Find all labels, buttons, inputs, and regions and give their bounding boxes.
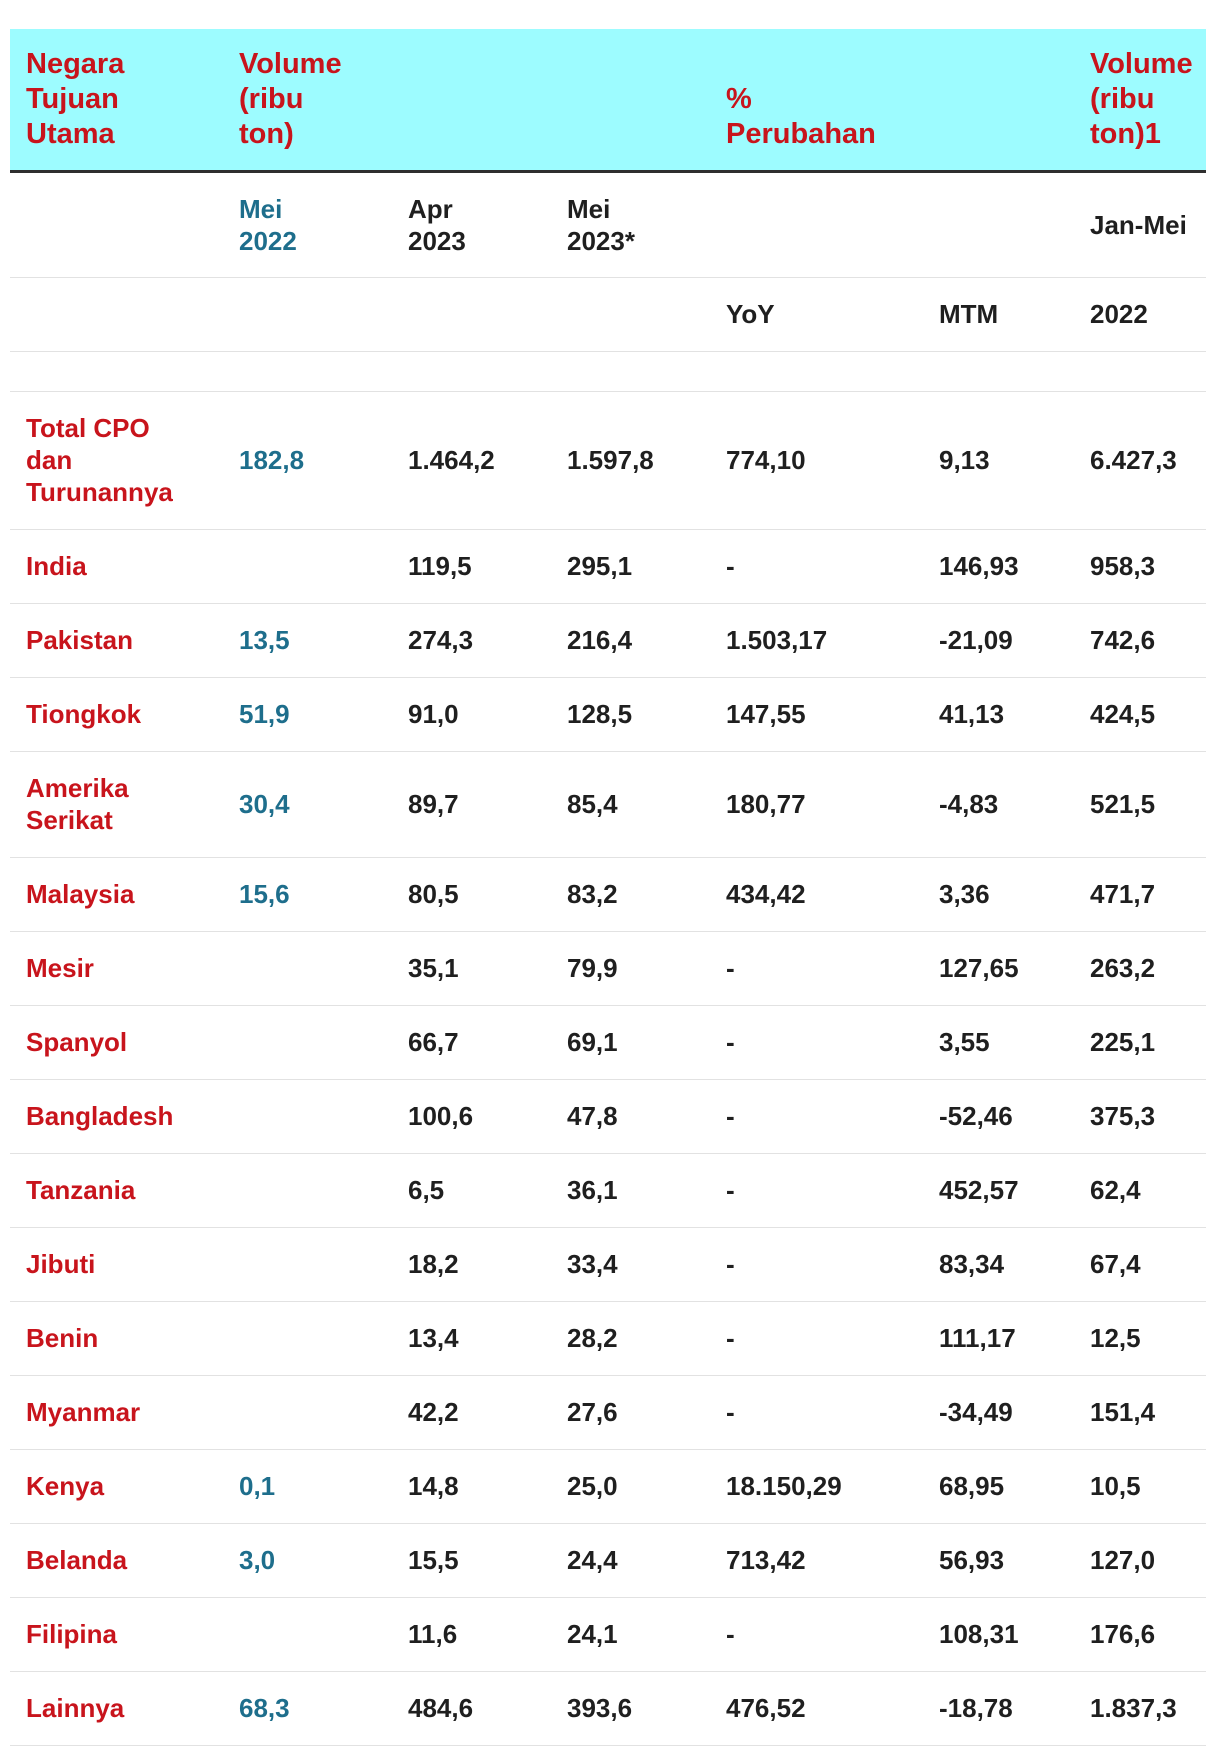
cell-mtm-change: -4,83 bbox=[939, 789, 999, 819]
cell-mei-2023: 28,2 bbox=[567, 1323, 618, 1353]
cell-mtm-change: 127,65 bbox=[939, 953, 1019, 983]
cell-mei-2023: 1.597,8 bbox=[567, 445, 654, 475]
cell-mei-2023: 47,8 bbox=[567, 1101, 618, 1131]
country-name-line: India bbox=[26, 551, 87, 581]
cell-mei-2022: 3,0 bbox=[239, 1545, 276, 1575]
spacer-row bbox=[10, 351, 1206, 391]
cell-yoy-change: 180,77 bbox=[726, 789, 806, 819]
header-volume-line: (ribu bbox=[239, 82, 304, 115]
cell-yoy-change: - bbox=[726, 1397, 735, 1427]
cell-country bbox=[10, 931, 223, 1005]
country-name-line: Tiongkok bbox=[26, 699, 142, 729]
cell-mei-2022 bbox=[223, 1227, 392, 1301]
cell-country bbox=[10, 1597, 223, 1671]
cell-apr-2023: 89,7 bbox=[408, 789, 459, 819]
cell-mei-2022: 0,1 bbox=[239, 1471, 276, 1501]
country-name-line: Belanda bbox=[26, 1545, 128, 1575]
cell-yoy-change: - bbox=[726, 1175, 735, 1205]
header-country-line: Negara bbox=[26, 47, 125, 80]
cell-apr-2023: 13,4 bbox=[408, 1323, 459, 1353]
header-change-line: Perubahan bbox=[726, 117, 876, 150]
country-name-line: Lainnya bbox=[26, 1693, 125, 1723]
cell-mei-2023: 216,4 bbox=[567, 625, 633, 655]
cell-mtm-change: 146,93 bbox=[939, 551, 1019, 581]
cell-mei-2022: 51,9 bbox=[239, 699, 290, 729]
subheader-text: Mei bbox=[567, 193, 611, 224]
cell-mei-2022 bbox=[223, 1597, 392, 1671]
cell-jan-mei-2022: 225,1 bbox=[1090, 1027, 1156, 1057]
cell-jan-mei-2022: 742,6 bbox=[1090, 625, 1156, 655]
cell-mei-2023: 83,2 bbox=[567, 879, 618, 909]
country-name-line: Myanmar bbox=[26, 1397, 141, 1427]
cell-yoy-change: - bbox=[726, 953, 735, 983]
cell-mei-2022 bbox=[223, 1079, 392, 1153]
cell-country bbox=[10, 529, 223, 603]
table-row bbox=[10, 857, 1206, 931]
export-destination-table bbox=[10, 29, 1206, 1746]
cell-mei-2022 bbox=[223, 1375, 392, 1449]
cell-mtm-change: -21,09 bbox=[939, 625, 1013, 655]
cell-jan-mei-2022: 127,0 bbox=[1090, 1545, 1156, 1575]
country-name-line: Total CPO bbox=[26, 413, 150, 443]
table-row bbox=[10, 1005, 1206, 1079]
subheader-empty bbox=[923, 171, 1074, 277]
cell-mei-2023: 85,4 bbox=[567, 789, 618, 819]
country-name-line: Pakistan bbox=[26, 625, 133, 655]
country-name-line: Mesir bbox=[26, 953, 94, 983]
spacer-cell bbox=[10, 351, 1206, 391]
header-volume-line: ton) bbox=[239, 117, 294, 150]
cell-mei-2022: 15,6 bbox=[239, 879, 290, 909]
subheader-empty bbox=[392, 277, 551, 351]
cell-country bbox=[10, 1079, 223, 1153]
cell-yoy-change: - bbox=[726, 1101, 735, 1131]
cell-apr-2023: 66,7 bbox=[408, 1027, 459, 1057]
cell-yoy-change: - bbox=[726, 1249, 735, 1279]
cell-jan-mei-2022: 12,5 bbox=[1090, 1323, 1141, 1353]
cell-mtm-change: 108,31 bbox=[939, 1619, 1019, 1649]
cell-yoy-change: 476,52 bbox=[726, 1693, 806, 1723]
subheader-text: Apr bbox=[408, 193, 453, 224]
cell-country bbox=[10, 1301, 223, 1375]
table-row bbox=[10, 931, 1206, 1005]
cell-apr-2023: 80,5 bbox=[408, 879, 459, 909]
cell-mei-2022 bbox=[223, 1301, 392, 1375]
cell-mtm-change: 83,34 bbox=[939, 1249, 1005, 1279]
header-empty bbox=[392, 29, 551, 171]
cell-yoy-change: - bbox=[726, 551, 735, 581]
header-volume bbox=[223, 29, 392, 171]
cell-mei-2022: 13,5 bbox=[239, 625, 290, 655]
cell-mtm-change: -18,78 bbox=[939, 1693, 1013, 1723]
cell-country bbox=[10, 603, 223, 677]
cell-jan-mei-2022: 521,5 bbox=[1090, 789, 1156, 819]
cell-country bbox=[10, 677, 223, 751]
cell-mei-2023: 295,1 bbox=[567, 551, 633, 581]
cell-mtm-change: 9,13 bbox=[939, 445, 990, 475]
cell-jan-mei-2022: 62,4 bbox=[1090, 1175, 1141, 1205]
subheader-text: 2023* bbox=[567, 225, 635, 256]
cell-yoy-change: - bbox=[726, 1027, 735, 1057]
table-row bbox=[10, 1301, 1206, 1375]
country-name-line: Bangladesh bbox=[26, 1101, 174, 1131]
cell-yoy-change: 713,42 bbox=[726, 1545, 806, 1575]
cell-apr-2023: 11,6 bbox=[408, 1619, 458, 1649]
subheader-mtm: MTM bbox=[939, 299, 999, 329]
table-row bbox=[10, 1523, 1206, 1597]
table-row bbox=[10, 1375, 1206, 1449]
cell-mei-2022: 68,3 bbox=[239, 1693, 290, 1723]
cell-mtm-change: 3,36 bbox=[939, 879, 990, 909]
table-row bbox=[10, 603, 1206, 677]
cell-country bbox=[10, 1005, 223, 1079]
cell-mei-2023: 25,0 bbox=[567, 1471, 618, 1501]
subheader-text: 2023 bbox=[408, 225, 466, 256]
cell-country bbox=[10, 1153, 223, 1227]
country-name-line: Tanzania bbox=[26, 1175, 136, 1205]
cell-country bbox=[10, 391, 223, 529]
cell-jan-mei-2022: 67,4 bbox=[1090, 1249, 1141, 1279]
cell-country bbox=[10, 857, 223, 931]
table-header bbox=[10, 29, 1206, 391]
table-row bbox=[10, 529, 1206, 603]
cell-apr-2023: 484,6 bbox=[408, 1693, 474, 1723]
cell-mtm-change: -34,49 bbox=[939, 1397, 1013, 1427]
cell-mei-2022: 30,4 bbox=[239, 789, 290, 819]
cell-mtm-change: 111,17 bbox=[939, 1323, 1016, 1353]
table-row bbox=[10, 751, 1206, 857]
cell-mei-2023: 33,4 bbox=[567, 1249, 618, 1279]
header-country-line: Utama bbox=[26, 117, 115, 150]
country-name-line: Spanyol bbox=[26, 1027, 128, 1057]
cell-country bbox=[10, 1523, 223, 1597]
subheader-jan-mei: Jan-Mei bbox=[1090, 209, 1187, 240]
export-table-container bbox=[10, 29, 1206, 1746]
cell-mei-2022 bbox=[223, 931, 392, 1005]
table-row bbox=[10, 1597, 1206, 1671]
cell-jan-mei-2022: 424,5 bbox=[1090, 699, 1156, 729]
country-name-line: Jibuti bbox=[26, 1249, 96, 1279]
header-volume-cumulative bbox=[1074, 29, 1206, 171]
country-name-line: Serikat bbox=[26, 805, 113, 835]
cell-jan-mei-2022: 10,5 bbox=[1090, 1471, 1141, 1501]
header-country-line: Tujuan bbox=[26, 82, 119, 115]
cell-country bbox=[10, 1449, 223, 1523]
cell-yoy-change: 18.150,29 bbox=[726, 1471, 842, 1501]
cell-apr-2023: 91,0 bbox=[408, 699, 459, 729]
table-row bbox=[10, 1671, 1206, 1745]
cell-yoy-change: - bbox=[726, 1619, 735, 1649]
cell-mei-2023: 128,5 bbox=[567, 699, 633, 729]
cell-mei-2022 bbox=[223, 1153, 392, 1227]
table-row bbox=[10, 1227, 1206, 1301]
cell-mei-2023: 36,1 bbox=[567, 1175, 618, 1205]
cell-mtm-change: 68,95 bbox=[939, 1471, 1005, 1501]
cell-yoy-change: 1.503,17 bbox=[726, 625, 828, 655]
subheader-apr-2023 bbox=[392, 171, 551, 277]
cell-country bbox=[10, 751, 223, 857]
country-name-line: Malaysia bbox=[26, 879, 135, 909]
cell-mei-2023: 24,1 bbox=[567, 1619, 618, 1649]
cell-jan-mei-2022: 176,6 bbox=[1090, 1619, 1156, 1649]
subheader-year-2022: 2022 bbox=[1090, 299, 1148, 329]
cell-mei-2022 bbox=[223, 1005, 392, 1079]
subheader-empty bbox=[10, 277, 223, 351]
cell-apr-2023: 6,5 bbox=[408, 1175, 445, 1205]
cell-mei-2023: 24,4 bbox=[567, 1545, 618, 1575]
header-volume-line: Volume bbox=[239, 47, 342, 80]
cell-apr-2023: 35,1 bbox=[408, 953, 459, 983]
cell-yoy-change: 774,10 bbox=[726, 445, 806, 475]
cell-mei-2023: 69,1 bbox=[567, 1027, 618, 1057]
cell-country bbox=[10, 1375, 223, 1449]
header-volume-cumulative-line: ton)1 bbox=[1090, 117, 1161, 150]
cell-mtm-change: 3,55 bbox=[939, 1027, 990, 1057]
cell-jan-mei-2022: 375,3 bbox=[1090, 1101, 1156, 1131]
cell-yoy-change: 434,42 bbox=[726, 879, 806, 909]
country-name-line: Kenya bbox=[26, 1471, 105, 1501]
cell-mtm-change: 56,93 bbox=[939, 1545, 1005, 1575]
cell-jan-mei-2022: 263,2 bbox=[1090, 953, 1156, 983]
cell-mei-2023: 393,6 bbox=[567, 1693, 633, 1723]
cell-jan-mei-2022: 471,7 bbox=[1090, 879, 1156, 909]
subheader-text: Mei bbox=[239, 193, 283, 224]
subheader-empty bbox=[10, 171, 223, 277]
table-row bbox=[10, 391, 1206, 529]
table-row bbox=[10, 1079, 1206, 1153]
country-name-line: Filipina bbox=[26, 1619, 117, 1649]
country-name-line: Amerika bbox=[26, 773, 129, 803]
cell-country bbox=[10, 1227, 223, 1301]
subheader-yoy: YoY bbox=[726, 299, 775, 329]
cell-jan-mei-2022: 1.837,3 bbox=[1090, 1693, 1177, 1723]
table-row bbox=[10, 1153, 1206, 1227]
header-empty bbox=[923, 29, 1074, 171]
header-empty bbox=[551, 29, 710, 171]
subheader-empty bbox=[551, 277, 710, 351]
table-body bbox=[10, 391, 1206, 1745]
cell-country bbox=[10, 1671, 223, 1745]
cell-apr-2023: 1.464,2 bbox=[408, 445, 495, 475]
country-name-line: Benin bbox=[26, 1323, 99, 1353]
cell-apr-2023: 274,3 bbox=[408, 625, 474, 655]
cell-apr-2023: 119,5 bbox=[408, 551, 472, 581]
header-change-line: % bbox=[726, 82, 752, 115]
header-country bbox=[10, 29, 223, 171]
cell-apr-2023: 18,2 bbox=[408, 1249, 459, 1279]
cell-yoy-change: - bbox=[726, 1323, 735, 1353]
cell-apr-2023: 14,8 bbox=[408, 1471, 459, 1501]
country-name-line: Turunannya bbox=[26, 477, 173, 507]
cell-apr-2023: 15,5 bbox=[408, 1545, 459, 1575]
cell-mei-2022 bbox=[223, 529, 392, 603]
cell-mei-2023: 27,6 bbox=[567, 1397, 618, 1427]
cell-apr-2023: 42,2 bbox=[408, 1397, 459, 1427]
subheader-row-2 bbox=[10, 277, 1206, 351]
country-name-line: dan bbox=[26, 445, 73, 475]
header-volume-cumulative-line: Volume bbox=[1090, 47, 1193, 80]
cell-mei-2022: 182,8 bbox=[239, 445, 305, 475]
subheader-row bbox=[10, 171, 1206, 277]
cell-mtm-change: -52,46 bbox=[939, 1101, 1013, 1131]
cell-yoy-change: 147,55 bbox=[726, 699, 806, 729]
cell-mei-2023: 79,9 bbox=[567, 953, 618, 983]
cell-mtm-change: 452,57 bbox=[939, 1175, 1019, 1205]
table-row bbox=[10, 1449, 1206, 1523]
cell-mtm-change: 41,13 bbox=[939, 699, 1005, 729]
header-volume-cumulative-line: (ribu bbox=[1090, 82, 1155, 115]
cell-apr-2023: 100,6 bbox=[408, 1101, 474, 1131]
cell-jan-mei-2022: 151,4 bbox=[1090, 1397, 1156, 1427]
cell-jan-mei-2022: 6.427,3 bbox=[1090, 445, 1177, 475]
subheader-text: 2022 bbox=[239, 225, 297, 256]
header-row bbox=[10, 29, 1206, 171]
table-row bbox=[10, 677, 1206, 751]
subheader-mei-2022 bbox=[223, 171, 392, 277]
subheader-mei-2023 bbox=[551, 171, 710, 277]
subheader-empty bbox=[223, 277, 392, 351]
cell-jan-mei-2022: 958,3 bbox=[1090, 551, 1156, 581]
header-change bbox=[710, 29, 923, 171]
subheader-empty bbox=[710, 171, 923, 277]
